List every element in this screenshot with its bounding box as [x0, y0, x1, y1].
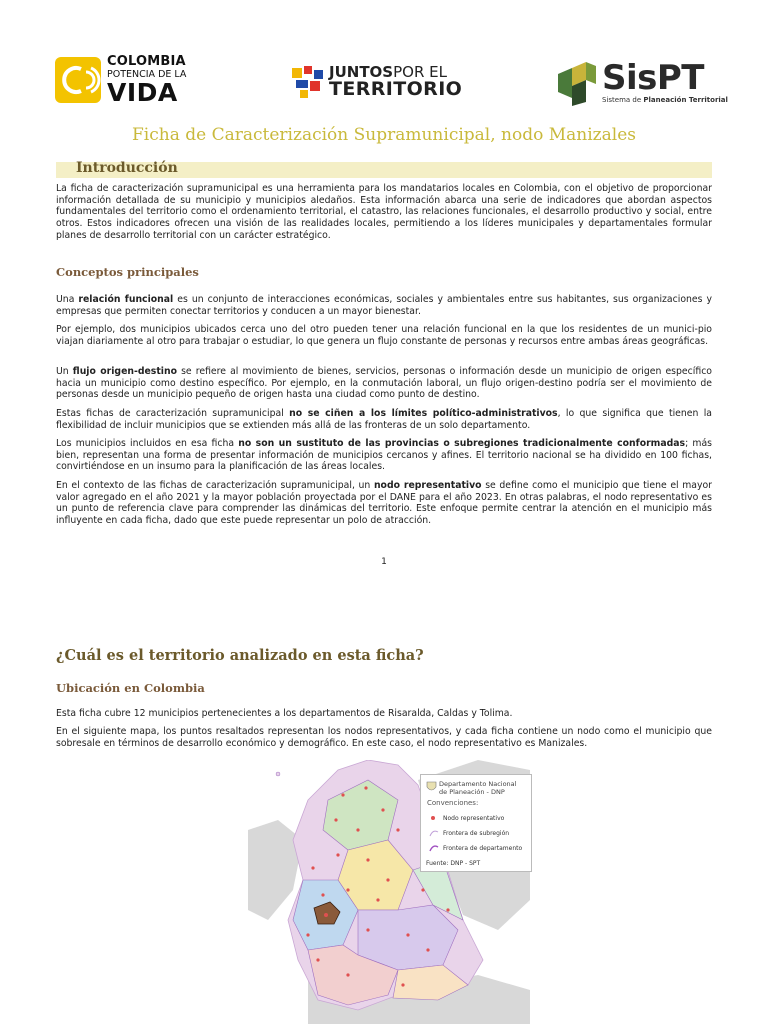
concepts-paragraph-6: En el contexto de las fichas de caracterización supramunicipal, un nodo representativo se define como el municipio que tiene el mayor valor agregado en el año 2021 y la mayor población proyectada por el DANE para el año 2023. En otras palabras, el nodo representativo es un punto de referencia clave para comprender las dinámicas del territorio. Este enfoque permite centrar la atención en el municipio más influyente en cada ficha, dado que este puede representar un polo de atracción.	[56, 480, 713, 527]
logo-juntos-line2: TERRITORIO	[329, 78, 463, 100]
legend-organization: Departamento Nacional de Planeación - DNP	[439, 780, 517, 796]
juntos-por-el-territorio-logo	[290, 62, 462, 102]
concepts-heading: Conceptos principales	[56, 265, 199, 279]
intro-heading: Introducción	[76, 160, 178, 176]
legend-conventions-label: Convenciones:	[427, 799, 479, 807]
logo-colombia-line1: COLOMBIA	[107, 54, 186, 70]
concepts-paragraph-3: Un flujo origen-destino se refiere al movimiento de bienes, servicios, personas o información desde un municipio de origen específico hacia un municipio como destino específico. Por ejemplo, en la conmutación laboral, un flujo origen-destino podría ser el movimiento de personas desde un municipio pequeño de origen hasta una ciudad como punto de destino.	[56, 366, 712, 401]
sispt-logo	[556, 56, 728, 108]
legend-item-subregion: Frontera de subregión	[443, 830, 510, 837]
dnp-emblem-icon	[426, 781, 437, 793]
colombia-logo-icon	[55, 57, 101, 103]
juntos-logo-icon	[290, 64, 326, 100]
territory-heading: ¿Cuál es el territorio analizado en esta ficha?	[56, 647, 424, 664]
map-legend	[420, 774, 532, 872]
territory-paragraph-2: En el siguiente mapa, los puntos resaltados representan los nodos representativos, y cada ficha contiene un nodo como el municipio que sobresale en términos de desarrollo económico y demográfico. En este caso, el nodo representativo es Manizales.	[56, 726, 712, 749]
logo-sispt-name: SisPT	[602, 57, 704, 98]
logo-colombia-line3: VIDA	[107, 77, 178, 107]
subregion-line-icon	[429, 828, 439, 838]
legend-source: Fuente: DNP - SPT	[426, 860, 481, 867]
territory-paragraph-1: Esta ficha cubre 12 municipios pertenecientes a los departamentos de Risaralda, Caldas y Tolima.	[56, 708, 513, 719]
node-dot-icon	[429, 814, 437, 822]
colombia-potencia-logo	[55, 55, 186, 105]
concepts-paragraph-1: Una relación funcional es un conjunto de interacciones económicas, sociales y ambientales entre sus habitantes, sus organizaciones y empresas que permiten conectar territorios y conducen a un mayor bienestar.	[56, 294, 712, 317]
department-line-icon	[429, 843, 439, 853]
logo-sispt-tagline: Sistema de Planeación Territorial	[602, 95, 728, 104]
page-number: 1	[381, 557, 387, 567]
concepts-paragraph-5: Los municipios incluidos en esa ficha no son un sustituto de las provincias o subregiones tradicionalmente conformadas; más bien, representan una forma de presentar información de municipios cercanos y afines. El territorio nacional se ha dividido en 100 fichas, convirtiéndose en un insumo para la planificación de las áreas locales.	[56, 438, 712, 473]
document-title: Ficha de Caracterización Supramunicipal, nodo Manizales	[132, 125, 636, 145]
intro-paragraph: La ficha de caracterización supramunicipal es una herramienta para los mandatarios locales en Colombia, con el objetivo de proporcionar información detallada de su municipio y municipios aledaños. Esta información abarca una serie de indicadores que abordan aspectos fundamentales del territorio como el ordenamiento territorial, el catastro, las relaciones funcionales, el desarrollo productivo y social, entre otros. Estos indicadores ofrecen una visión de las realidades locales, permitiendo a los líderes municipales y departamentales formular planes de desarrollo territorial con un carácter estratégico.	[56, 183, 712, 241]
legend-item-node: Nodo representativo	[443, 815, 505, 822]
location-subheading: Ubicación en Colombia	[56, 681, 205, 695]
concepts-paragraph-2: Por ejemplo, dos municipios ubicados cerca uno del otro pueden tener una relación funcional en la que los residentes de un munici-pio viajan diariamente al otro para trabajar o estudiar, lo que genera un flujo constante de personas y recursos entre ambas áreas geográficas.	[56, 324, 712, 347]
header-logos	[0, 52, 768, 112]
sispt-logo-icon	[556, 58, 598, 106]
concepts-paragraph-4: Estas fichas de caracterización supramunicipal no se ciñen a los límites político-administrativos, lo que significa que tienen la flexibilidad de incluir municipios que se extienden más allá de las fronteras de un solo departamento.	[56, 408, 713, 431]
intro-heading-bar	[56, 162, 712, 178]
logo-juntos-line1: JUNTOSPOR EL	[329, 63, 447, 81]
region-orinoquia	[358, 905, 458, 970]
island	[276, 772, 280, 776]
legend-item-department: Frontera de departamento	[443, 845, 523, 852]
logo-colombia-line2: POTENCIA DE LA	[107, 69, 187, 81]
